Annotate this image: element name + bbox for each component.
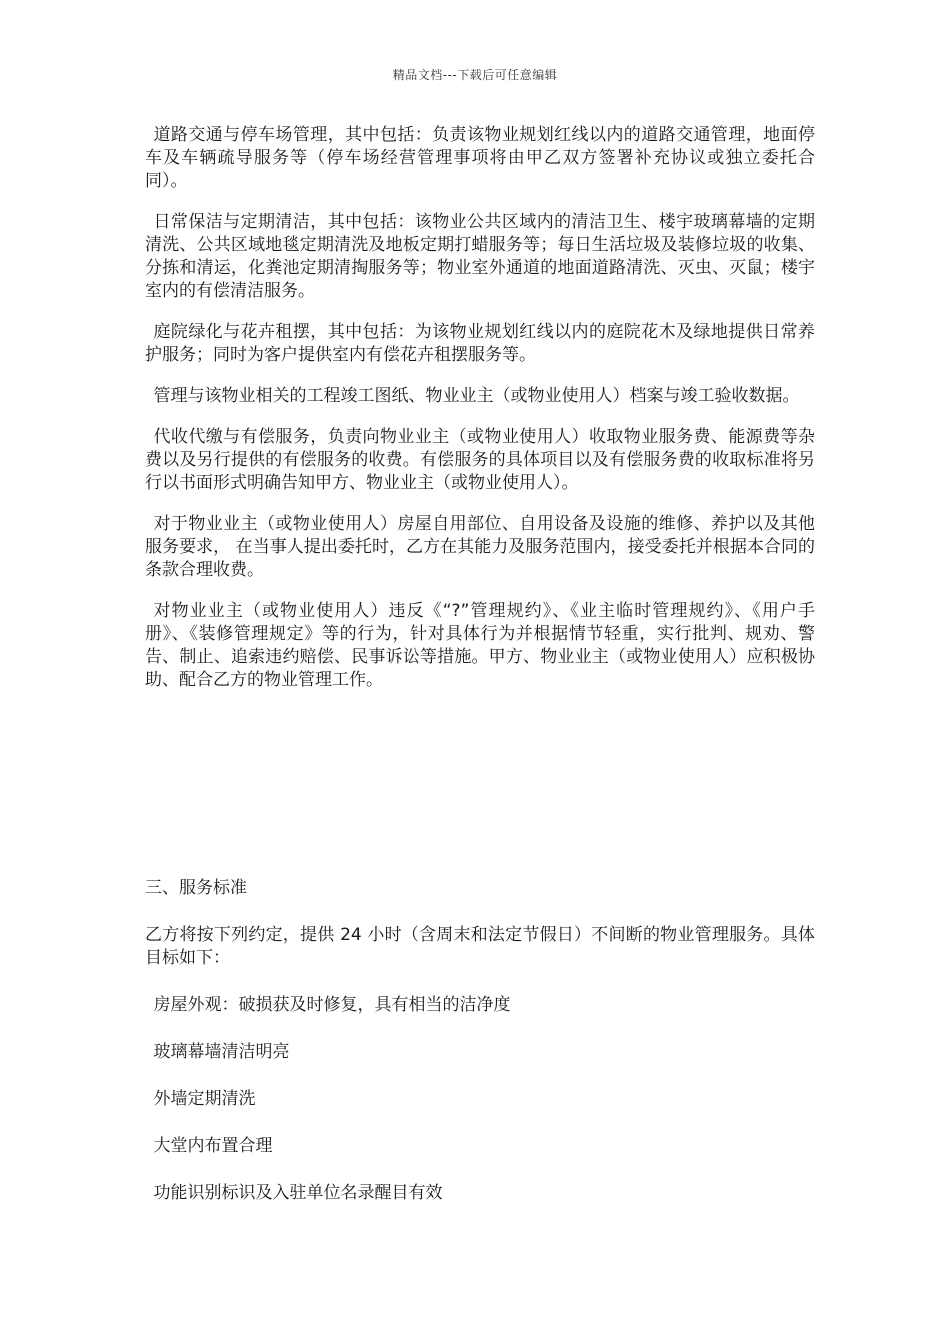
paragraph-landscaping: 庭院绿化与花卉租摆，其中包括：为该物业规划红线以内的庭院花木及绿地提供日常养护服务；同时为客户提供室内有偿花卉租摆服务等。 — [145, 322, 815, 365]
paragraph-owner-requests: 对于物业业主（或物业使用人）房屋自用部位、自用设备及设施的维修、养护以及其他服务要求， 在当事人提出委托时，乙方在其能力及服务范围内，接受委托并根据本合同的条款合理收费。 — [145, 514, 815, 580]
standard-item: 房屋外观：破损获及时修复，具有相当的洁净度 — [153, 995, 511, 1015]
paragraph-traffic-parking: 道路交通与停车场管理，其中包括：负责该物业规划红线以内的道路交通管理，地面停车及车辆疏导服务等（停车场经营管理事项将由甲乙双方签署补充协议或独立委托合同）。 — [145, 125, 815, 191]
standard-item: 玻璃幕墙清洁明亮 — [153, 1042, 290, 1062]
paragraph-archives: 管理与该物业相关的工程竣工图纸、物业业主（或物业使用人）档案与竣工验收数据。 — [153, 386, 800, 406]
standards-intro: 乙方将按下列约定，提供 24 小时（含周末和法定节假日）不间断的物业管理服务。具体目标如下： — [145, 925, 815, 968]
paragraph-violations: 对物业业主（或物业使用人）违反《“?”管理规约》、《业主临时管理规约》、《用户手册》、《装修管理规定》等的行为，针对具体行为并根据情节轻重，实行批判、规劝、警告、制止、追索违约赔偿、民事诉讼等措施。甲方、物业业主（或物业使用人）应积极协助、配合乙方的物业管理工作。 — [145, 601, 815, 690]
service-standards-section — [145, 924, 815, 1229]
standard-item: 大堂内布置合理 — [153, 1136, 273, 1156]
paragraph-fee-collection: 代收代缴与有偿服务，负责向物业业主（或物业使用人）收取物业服务费、能源费等杂费以及另行提供的有偿服务的收费。有偿服务的具体项目以及有偿服务费的收取标准将另行以书面形式明确告知甲方、物业业主（或物业使用人）。 — [145, 427, 815, 493]
standard-item: 功能识别标识及入驻单位名录醒目有效 — [153, 1183, 443, 1203]
paragraph-cleaning: 日常保洁与定期清洁，其中包括：该物业公共区域内的清洁卫生、楼宇玻璃幕墙的定期清洗、公共区域地毯定期清洗及地板定期打蜡服务等；每日生活垃圾及装修垃圾的收集、分拣和清运，化粪池定期清掏服务等；物业室外通道的地面道路清洗、灭虫、灭鼠；楼宇室内的有偿清洁服务。 — [145, 212, 815, 301]
standard-item: 外墙定期清洗 — [153, 1089, 256, 1109]
section-title-service-standards: 三、服务标准 — [145, 878, 247, 898]
services-section — [145, 124, 815, 710]
document-header-note: 精品文档---下载后可任意编辑 — [392, 68, 558, 82]
